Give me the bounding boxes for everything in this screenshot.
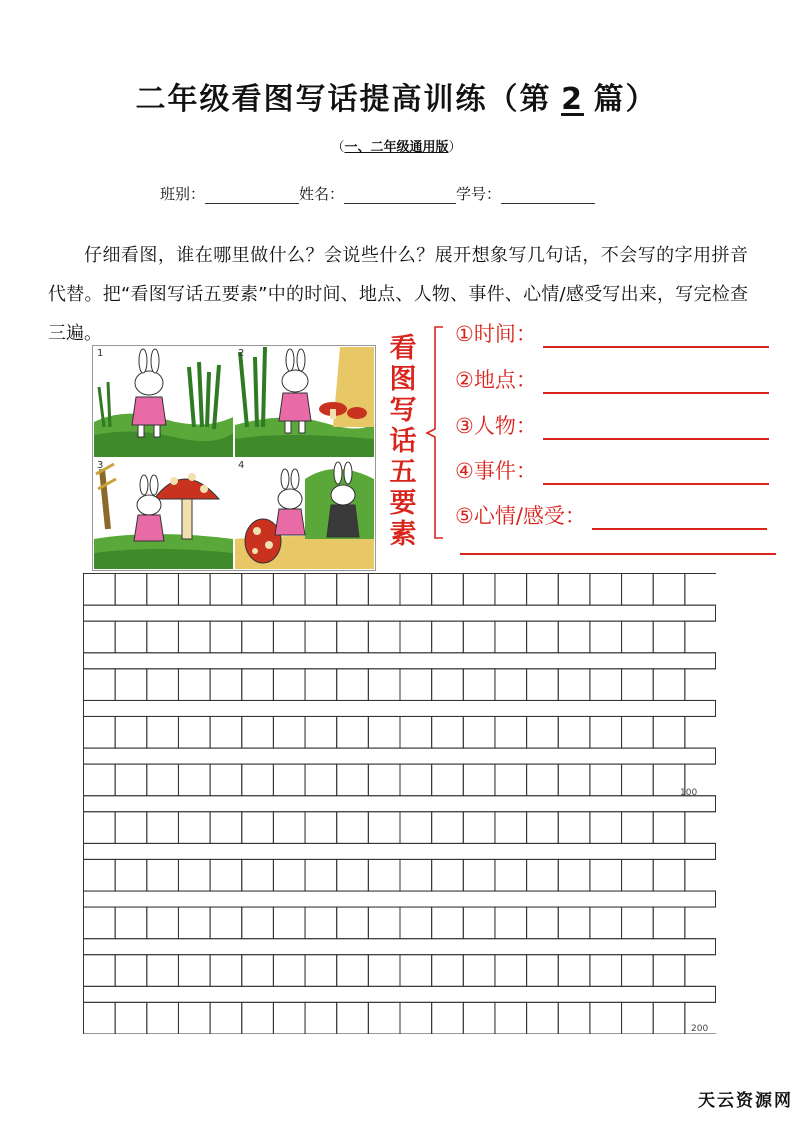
grid-cell[interactable] bbox=[495, 907, 527, 939]
grid-cell[interactable] bbox=[590, 907, 622, 939]
title-prefix: 二年级看图写话提高训练（第 bbox=[135, 82, 552, 117]
grid-cell[interactable] bbox=[368, 621, 400, 653]
grid-cell[interactable] bbox=[305, 764, 337, 796]
grid-cell[interactable] bbox=[590, 955, 622, 987]
grid-cell[interactable] bbox=[432, 1002, 464, 1034]
grid-cell[interactable] bbox=[400, 621, 432, 653]
grid-cell[interactable] bbox=[527, 716, 559, 748]
name-field[interactable] bbox=[344, 185, 456, 204]
grid-cell[interactable] bbox=[178, 812, 210, 844]
grid-cell[interactable] bbox=[337, 812, 369, 844]
grid-cell[interactable] bbox=[527, 764, 559, 796]
grid-cell[interactable] bbox=[305, 621, 337, 653]
element-characters-field[interactable] bbox=[543, 416, 769, 440]
grid-cell[interactable] bbox=[368, 716, 400, 748]
grid-cell[interactable] bbox=[527, 669, 559, 701]
element-time bbox=[455, 318, 769, 348]
grid-cell[interactable] bbox=[558, 669, 590, 701]
grid-cell[interactable] bbox=[368, 764, 400, 796]
grid-cell[interactable] bbox=[463, 669, 495, 701]
grid-cell[interactable] bbox=[558, 621, 590, 653]
grid-cell[interactable] bbox=[147, 669, 179, 701]
grid-cell[interactable] bbox=[558, 574, 590, 606]
grid-cell[interactable] bbox=[84, 669, 116, 701]
grid-cell[interactable] bbox=[147, 907, 179, 939]
bunny-mushroom-illustration bbox=[94, 459, 233, 569]
grid-cell[interactable] bbox=[527, 859, 559, 891]
grid-cell[interactable] bbox=[432, 716, 464, 748]
grid-cell[interactable] bbox=[147, 1002, 179, 1034]
grid-cell[interactable] bbox=[210, 907, 242, 939]
grid-cell[interactable] bbox=[558, 1002, 590, 1034]
vertical-char: 话 bbox=[389, 426, 417, 457]
grid-cell[interactable] bbox=[463, 907, 495, 939]
bunnies-rolling-mushroom-illustration bbox=[235, 459, 374, 569]
grid-cell[interactable] bbox=[622, 716, 654, 748]
grid-cell[interactable] bbox=[685, 574, 716, 606]
grid-cell[interactable] bbox=[337, 764, 369, 796]
grid-cell[interactable] bbox=[147, 574, 179, 606]
grid-cell[interactable] bbox=[178, 1002, 210, 1034]
grid-cell[interactable] bbox=[590, 574, 622, 606]
grid-cell[interactable] bbox=[210, 621, 242, 653]
grid-cell[interactable] bbox=[432, 764, 464, 796]
grid-cell[interactable] bbox=[463, 1002, 495, 1034]
grid-cell[interactable] bbox=[432, 574, 464, 606]
grid-cell[interactable] bbox=[178, 764, 210, 796]
comic-picture bbox=[92, 345, 376, 571]
grid-cell[interactable] bbox=[273, 764, 305, 796]
grid-row-gap bbox=[84, 653, 716, 669]
grid-cell[interactable] bbox=[400, 907, 432, 939]
grid-cell[interactable] bbox=[242, 574, 274, 606]
grid-mark-200: 200 bbox=[691, 1024, 709, 1034]
grid-cell[interactable] bbox=[495, 859, 527, 891]
grid-cell[interactable] bbox=[147, 621, 179, 653]
student-id-field[interactable] bbox=[501, 185, 595, 204]
grid-cell[interactable] bbox=[305, 1002, 337, 1034]
grid-cell[interactable] bbox=[115, 812, 147, 844]
grid-cell[interactable] bbox=[84, 1002, 116, 1034]
element-feeling-field[interactable] bbox=[592, 506, 767, 530]
grid-cell[interactable] bbox=[368, 812, 400, 844]
subtitle-close: ） bbox=[448, 140, 462, 155]
grid-cell[interactable] bbox=[653, 574, 685, 606]
id-label: 学号： bbox=[456, 185, 502, 203]
grid-cell[interactable] bbox=[495, 669, 527, 701]
panel-number: 4 bbox=[238, 460, 245, 471]
grid-cell[interactable] bbox=[210, 812, 242, 844]
grid-cell[interactable] bbox=[653, 955, 685, 987]
grid-cell[interactable] bbox=[210, 669, 242, 701]
grid-cell[interactable] bbox=[147, 716, 179, 748]
grid-cell[interactable] bbox=[432, 812, 464, 844]
grid-cell[interactable] bbox=[147, 812, 179, 844]
grid-cell[interactable] bbox=[590, 812, 622, 844]
grid-cell[interactable] bbox=[368, 907, 400, 939]
grid-cell[interactable] bbox=[368, 859, 400, 891]
grid-cell[interactable] bbox=[115, 1002, 147, 1034]
grid-cell[interactable] bbox=[495, 621, 527, 653]
grid-cell[interactable] bbox=[622, 859, 654, 891]
element-time-label: ①时间： bbox=[455, 322, 537, 346]
grid-cell[interactable] bbox=[147, 859, 179, 891]
grid-cell[interactable] bbox=[558, 907, 590, 939]
grid-cell[interactable] bbox=[210, 859, 242, 891]
grid-cell[interactable] bbox=[305, 907, 337, 939]
grid-cell[interactable] bbox=[273, 812, 305, 844]
grid-cell[interactable] bbox=[463, 955, 495, 987]
grid-cell[interactable] bbox=[495, 764, 527, 796]
element-event-field[interactable] bbox=[543, 461, 769, 485]
grid-cell[interactable] bbox=[115, 907, 147, 939]
student-info-row bbox=[160, 183, 595, 204]
grid-cell[interactable] bbox=[653, 812, 685, 844]
grid-cell[interactable] bbox=[210, 1002, 242, 1034]
grid-cell[interactable] bbox=[242, 812, 274, 844]
grid-cell[interactable] bbox=[558, 955, 590, 987]
grid-cell[interactable] bbox=[400, 669, 432, 701]
grid-cell[interactable] bbox=[495, 955, 527, 987]
grid-cell[interactable] bbox=[622, 764, 654, 796]
vertical-char: 看 bbox=[389, 333, 417, 364]
comic-panel-1 bbox=[94, 347, 233, 457]
element-time-field[interactable] bbox=[543, 324, 769, 348]
name-label: 姓名： bbox=[299, 185, 345, 203]
vertical-char: 要 bbox=[389, 488, 417, 519]
grid-cell[interactable] bbox=[495, 812, 527, 844]
grid-cell[interactable] bbox=[84, 764, 116, 796]
grid-cell[interactable] bbox=[273, 1002, 305, 1034]
grid-cell[interactable] bbox=[432, 621, 464, 653]
brace-bracket bbox=[425, 325, 445, 540]
grid-cell[interactable] bbox=[400, 1002, 432, 1034]
grid-cell[interactable] bbox=[590, 716, 622, 748]
grid-cell[interactable] bbox=[115, 621, 147, 653]
grid-cell[interactable] bbox=[432, 955, 464, 987]
grid-cell[interactable] bbox=[178, 907, 210, 939]
grid-cell[interactable] bbox=[527, 812, 559, 844]
five-elements-vertical-label bbox=[386, 333, 420, 550]
grid-cell[interactable] bbox=[337, 716, 369, 748]
grid-cell[interactable] bbox=[685, 621, 716, 653]
element-feeling-extra-line[interactable] bbox=[460, 553, 776, 555]
title-suffix: 篇） bbox=[593, 82, 658, 117]
grid-cell[interactable] bbox=[305, 716, 337, 748]
vertical-char: 素 bbox=[389, 519, 417, 550]
comic-panel-4 bbox=[235, 459, 374, 569]
grid-cell[interactable] bbox=[527, 574, 559, 606]
class-field[interactable] bbox=[205, 185, 299, 204]
grid-cell[interactable] bbox=[495, 574, 527, 606]
grid-cell[interactable] bbox=[653, 716, 685, 748]
grid-cell[interactable] bbox=[273, 621, 305, 653]
element-place-field[interactable] bbox=[543, 370, 769, 394]
grid-cell[interactable] bbox=[273, 907, 305, 939]
grid-cell[interactable] bbox=[590, 669, 622, 701]
grid-cell[interactable] bbox=[210, 955, 242, 987]
grid-cell[interactable] bbox=[178, 574, 210, 606]
bunny-walking-illustration bbox=[94, 347, 233, 457]
grid-mark-100: 100 bbox=[680, 788, 698, 798]
writing-grid[interactable] bbox=[83, 571, 716, 1034]
grid-cell[interactable] bbox=[178, 669, 210, 701]
vertical-char: 图 bbox=[389, 364, 417, 395]
grid-row-gap bbox=[84, 605, 716, 621]
grid-cell[interactable] bbox=[558, 812, 590, 844]
grid-row-gap bbox=[84, 986, 716, 1002]
vertical-char: 五 bbox=[389, 457, 417, 488]
vertical-char: 写 bbox=[389, 395, 417, 426]
panel-number: 3 bbox=[97, 460, 104, 471]
grid-cell[interactable] bbox=[242, 955, 274, 987]
grid-cell[interactable] bbox=[685, 716, 716, 748]
grid-cell[interactable] bbox=[115, 859, 147, 891]
grid-cell[interactable] bbox=[685, 812, 716, 844]
grid-cell[interactable] bbox=[685, 955, 716, 987]
grid-cell[interactable] bbox=[242, 669, 274, 701]
grid-cell[interactable] bbox=[337, 859, 369, 891]
grid-cell[interactable] bbox=[210, 574, 242, 606]
grid-cell[interactable] bbox=[463, 764, 495, 796]
grid-cell[interactable] bbox=[685, 669, 716, 701]
grid-cell[interactable] bbox=[368, 955, 400, 987]
subtitle-open: （ bbox=[331, 140, 345, 155]
bunny-forest-illustration bbox=[235, 347, 374, 457]
page-subtitle bbox=[0, 136, 793, 155]
grid-cell[interactable] bbox=[368, 669, 400, 701]
grid-cell[interactable] bbox=[178, 955, 210, 987]
grid-cell[interactable] bbox=[305, 955, 337, 987]
grid-cell[interactable] bbox=[305, 859, 337, 891]
grid-cell[interactable] bbox=[242, 907, 274, 939]
grid-cell[interactable] bbox=[242, 859, 274, 891]
grid-cell[interactable] bbox=[242, 764, 274, 796]
grid-cell[interactable] bbox=[400, 764, 432, 796]
grid-cell[interactable] bbox=[178, 716, 210, 748]
grid-cell[interactable] bbox=[337, 621, 369, 653]
grid-cell[interactable] bbox=[653, 669, 685, 701]
brand-watermark: 天云资源网 bbox=[698, 1091, 793, 1111]
element-characters-label: ③人物： bbox=[455, 414, 537, 438]
grid-cell[interactable] bbox=[653, 859, 685, 891]
grid-cell[interactable] bbox=[178, 859, 210, 891]
grid-cell[interactable] bbox=[242, 1002, 274, 1034]
grid-cell[interactable] bbox=[685, 907, 716, 939]
comic-panel-3 bbox=[94, 459, 233, 569]
grid-cell[interactable] bbox=[463, 621, 495, 653]
grid-cell[interactable] bbox=[400, 716, 432, 748]
grid-cell[interactable] bbox=[178, 621, 210, 653]
grid-cell[interactable] bbox=[337, 907, 369, 939]
grid-row-gap bbox=[84, 843, 716, 859]
grid-cell[interactable] bbox=[653, 907, 685, 939]
grid-cell[interactable] bbox=[432, 907, 464, 939]
grid-cell[interactable] bbox=[115, 669, 147, 701]
grid-cell[interactable] bbox=[558, 859, 590, 891]
panel-number: 2 bbox=[238, 348, 245, 359]
grid-cell[interactable] bbox=[463, 574, 495, 606]
grid-cell[interactable] bbox=[84, 621, 116, 653]
issue-number: 2 bbox=[561, 82, 584, 117]
grid-cell[interactable] bbox=[305, 669, 337, 701]
panel-number: 1 bbox=[97, 348, 104, 359]
grid-cell[interactable] bbox=[305, 574, 337, 606]
grid-row-gap bbox=[84, 700, 716, 716]
grid-row-gap bbox=[84, 748, 716, 764]
grid-cell[interactable] bbox=[147, 764, 179, 796]
instructions-paragraph: 仔细看图，谁在哪里做什么？会说些什么？展开想象写几句话，不会写的字用拼音代替。把“看图写话五要素”中的时间、地点、人物、事件、心情/感受写出来，写完检查三遍。 bbox=[48, 245, 748, 344]
grid-cell[interactable] bbox=[337, 669, 369, 701]
grid-row-gap bbox=[84, 891, 716, 907]
grid-cell[interactable] bbox=[622, 907, 654, 939]
grid-cell[interactable] bbox=[495, 1002, 527, 1034]
grid-row-gap bbox=[84, 939, 716, 955]
grid-cell[interactable] bbox=[400, 574, 432, 606]
grid-cell[interactable] bbox=[337, 574, 369, 606]
grid-row-gap bbox=[84, 796, 716, 812]
element-place-label: ②地点： bbox=[455, 368, 537, 392]
element-feeling-label: ⑤心情/感受： bbox=[455, 504, 586, 528]
grid-cell[interactable] bbox=[115, 955, 147, 987]
comic-panel-2 bbox=[235, 347, 374, 457]
grid-cell[interactable] bbox=[242, 716, 274, 748]
grid-cell[interactable] bbox=[273, 955, 305, 987]
grid-cell[interactable] bbox=[84, 955, 116, 987]
grid-cell[interactable] bbox=[622, 812, 654, 844]
grid-cell[interactable] bbox=[622, 621, 654, 653]
grid-cell[interactable] bbox=[527, 1002, 559, 1034]
subtitle-text: 一、二年级通用版 bbox=[344, 140, 449, 155]
class-label: 班别： bbox=[160, 185, 206, 203]
page-title bbox=[0, 74, 793, 118]
grid-cell[interactable] bbox=[210, 716, 242, 748]
grid-cell[interactable] bbox=[337, 955, 369, 987]
grid-cell[interactable] bbox=[622, 1002, 654, 1034]
element-event-label: ④事件： bbox=[455, 459, 537, 483]
grid-cell[interactable] bbox=[558, 716, 590, 748]
grid-cell[interactable] bbox=[622, 669, 654, 701]
grid-cell[interactable] bbox=[590, 859, 622, 891]
grid-cell[interactable] bbox=[210, 764, 242, 796]
grid-cell[interactable] bbox=[463, 812, 495, 844]
grid-cell[interactable] bbox=[368, 1002, 400, 1034]
grid-cell[interactable] bbox=[115, 574, 147, 606]
grid-cell[interactable] bbox=[84, 574, 116, 606]
element-characters bbox=[455, 410, 769, 440]
grid-cell[interactable] bbox=[368, 574, 400, 606]
grid-cell[interactable] bbox=[84, 859, 116, 891]
grid-cell[interactable] bbox=[400, 812, 432, 844]
grid-cell[interactable] bbox=[273, 669, 305, 701]
grid-cell[interactable] bbox=[653, 621, 685, 653]
grid-cell[interactable] bbox=[84, 812, 116, 844]
grid-cell[interactable] bbox=[273, 574, 305, 606]
grid-cell[interactable] bbox=[527, 955, 559, 987]
grid-cell[interactable] bbox=[115, 764, 147, 796]
grid-cell[interactable] bbox=[653, 1002, 685, 1034]
grid-cell[interactable] bbox=[147, 955, 179, 987]
grid-cell[interactable] bbox=[622, 574, 654, 606]
grid-cell[interactable] bbox=[84, 716, 116, 748]
grid-cell[interactable] bbox=[273, 859, 305, 891]
grid-cell[interactable] bbox=[84, 907, 116, 939]
grid-cell[interactable] bbox=[590, 764, 622, 796]
element-event bbox=[455, 455, 769, 485]
grid-cell[interactable] bbox=[400, 955, 432, 987]
grid-cell[interactable] bbox=[590, 1002, 622, 1034]
grid-cell[interactable] bbox=[463, 716, 495, 748]
grid-cell[interactable] bbox=[273, 716, 305, 748]
grid-cell[interactable] bbox=[590, 621, 622, 653]
grid-cell[interactable] bbox=[685, 859, 716, 891]
grid-cell[interactable] bbox=[115, 716, 147, 748]
grid-cell[interactable] bbox=[432, 669, 464, 701]
grid-cell[interactable] bbox=[527, 621, 559, 653]
grid-cell[interactable] bbox=[558, 764, 590, 796]
grid-cell[interactable] bbox=[495, 716, 527, 748]
grid-cell[interactable] bbox=[337, 1002, 369, 1034]
grid-cell[interactable] bbox=[463, 859, 495, 891]
grid-cell[interactable] bbox=[432, 859, 464, 891]
grid-cell[interactable] bbox=[242, 621, 274, 653]
grid-cell[interactable] bbox=[527, 907, 559, 939]
grid-cell[interactable] bbox=[622, 955, 654, 987]
element-feeling bbox=[455, 500, 767, 530]
element-place bbox=[455, 364, 769, 394]
grid-cell[interactable] bbox=[400, 859, 432, 891]
grid-cell[interactable] bbox=[305, 812, 337, 844]
